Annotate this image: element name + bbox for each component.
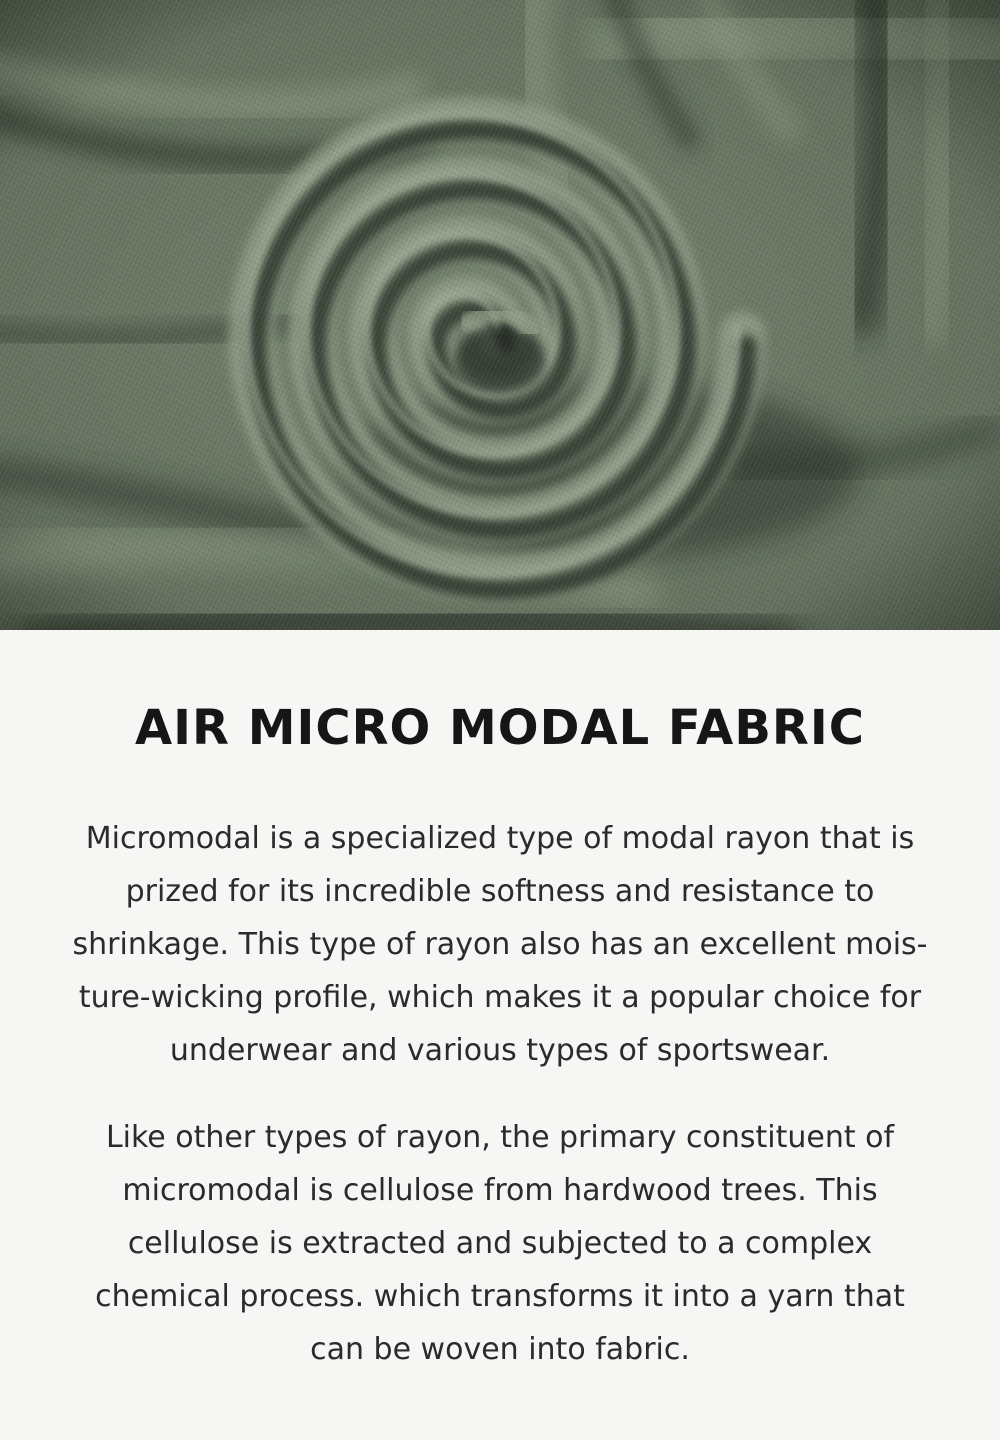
- fabric-photo: [0, 0, 1000, 630]
- description-section: [0, 630, 1000, 1376]
- fabric-swirl-illustration: [0, 0, 1000, 630]
- description-paragraph-2: Like other types of rayon, the primary constituent of micromodal is cellulose from hardwood trees. This cellulose is extracted and subjected to a complex chemical process. which transforms it into a yarn that can be woven into fabric.: [95, 1120, 905, 1367]
- section-title: AIR MICRO MODAL FABRIC: [135, 700, 865, 756]
- description-paragraph-1: Micromodal is a specialized type of modal rayon that is prized for its incredible softness and resistance to shrinkage. This type of rayon also has an excellent mois-ture-wicking profile, which makes it a popular choice for underwear and various types of sportswear.: [72, 821, 928, 1068]
- fabric-grain: [0, 0, 1000, 630]
